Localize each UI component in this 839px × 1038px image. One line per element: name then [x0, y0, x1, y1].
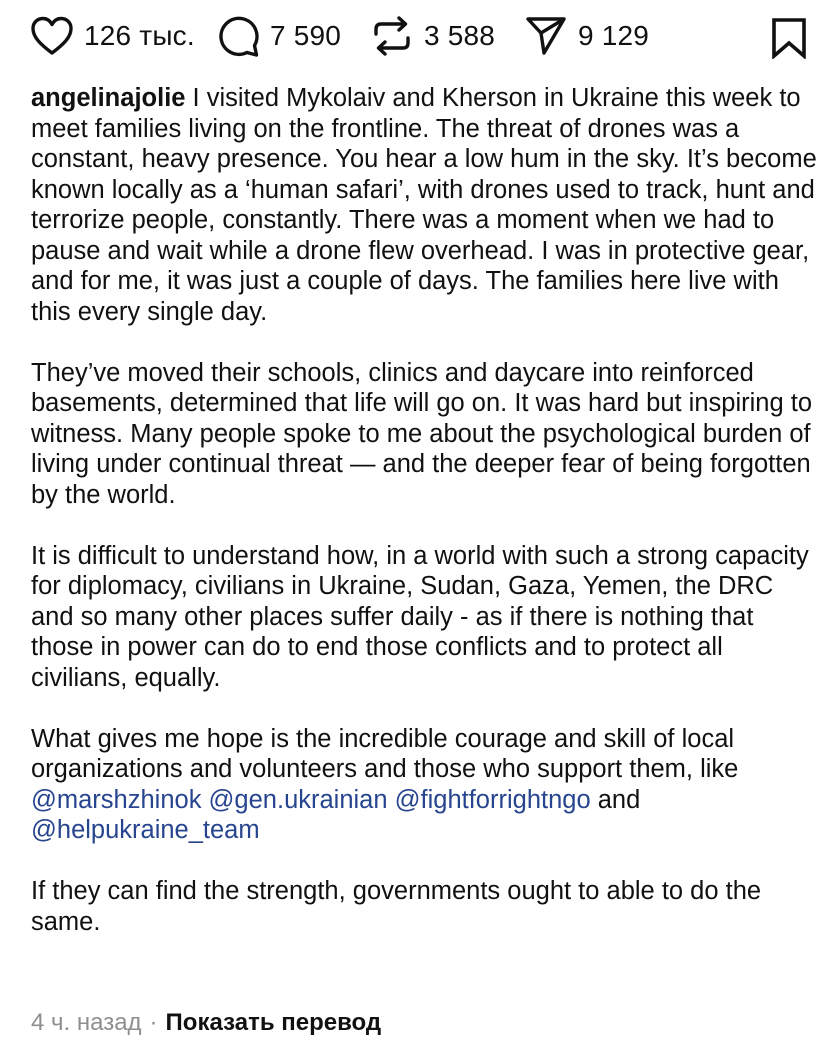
like-button[interactable] [30, 14, 195, 58]
share-button[interactable] [524, 14, 649, 58]
caption-text: What gives me hope is the incredible courage and skill of local organizations and volunteers and those who support them, like [31, 724, 746, 783]
caption-username-link[interactable]: angelinajolie [31, 84, 186, 112]
save-button[interactable] [770, 16, 808, 60]
show-translation-link[interactable]: Показать перевод [165, 1009, 382, 1036]
caption-paragraph: If they can find the strength, governments ought to able to do the same. [31, 877, 769, 936]
footer-separator: · [149, 1009, 158, 1036]
comment-bubble-icon [216, 14, 260, 58]
post-footer [31, 1008, 381, 1038]
repost-count: 3 588 [424, 20, 496, 51]
post-caption [31, 83, 824, 968]
caption-paragraph [31, 83, 824, 327]
mention-link-helpukraine-team[interactable]: @helpukraine_team [31, 816, 260, 844]
mention-link-marshzhinok[interactable]: @marshzhinok [31, 785, 202, 814]
caption-text: I visited Mykolaiv and Kherson in Ukraine this week to meet families living on the frontline. The threat of drones was a constant, heavy presence. You hear a low hum in the sky. It’s become known locally as a ‘human safari’, with drones used to track, hunt and terrorize people, constantly. There was a moment when we had to pause and wait while a drone flew overhead. I was in protective gear, and for me, it was just a couple of days. The families here live with this every single day. [31, 84, 824, 326]
caption-paragraph [31, 724, 821, 846]
comment-button[interactable] [216, 14, 341, 58]
mention-link-gen-ukrainian[interactable]: @gen.ukrainian [208, 785, 388, 814]
post-timestamp: 4 ч. назад [31, 1009, 142, 1036]
repost-button[interactable] [370, 14, 495, 58]
caption-paragraph: It is difficult to understand how, in a world with such a strong capacity for diplomacy, civilians in Ukraine, Sudan, Gaza, Yemen, the DRC and so many other places suffer daily - as if there is nothing that those in power can do to end those conflicts and to protect all civilians, equally. [31, 541, 816, 692]
mention-link-fightforrightngo[interactable]: @fightforrightngo [394, 785, 591, 814]
caption-paragraph: They’ve moved their schools, clinics and daycare into reinforced basements, determined that life will go on. It was hard but inspiring to witness. Many people spoke to me about the psychological burden of living under continual threat — and the deeper fear of being forgotten by the world. [31, 358, 820, 509]
caption-text: and [590, 785, 648, 814]
share-count: 9 129 [578, 20, 650, 51]
paper-plane-icon [524, 14, 568, 58]
bookmark-icon [770, 17, 808, 59]
repost-icon [370, 14, 414, 58]
like-count: 126 тыс. [84, 20, 195, 51]
heart-icon [30, 16, 74, 56]
comment-count: 7 590 [270, 20, 342, 51]
post-action-bar [0, 0, 839, 76]
